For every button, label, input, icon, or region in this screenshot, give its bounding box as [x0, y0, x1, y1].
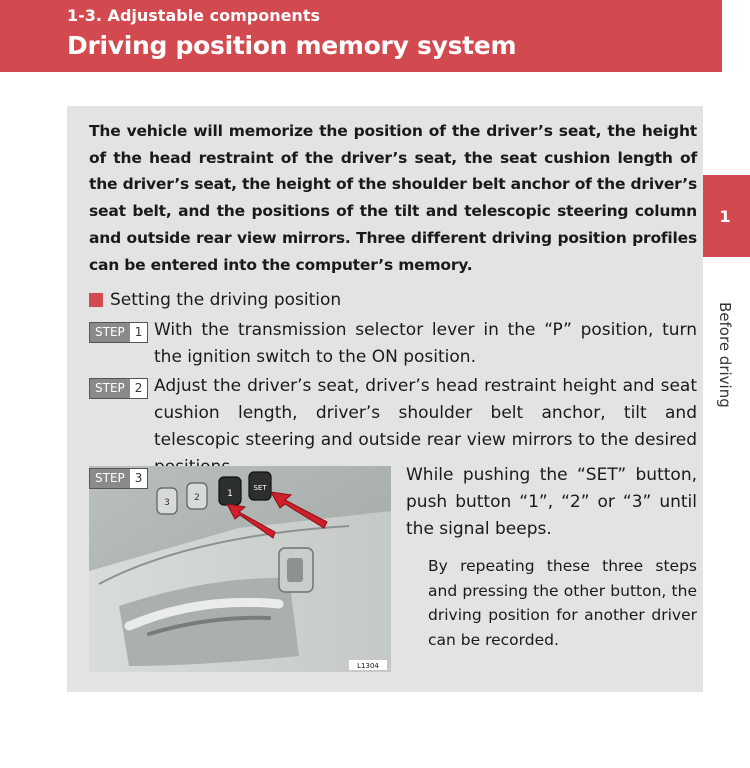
note-paragraph: By repeating these three steps and pressing the other button, the driving position for another driver can be recorded.: [428, 557, 697, 649]
page-title: Driving position memory system: [67, 31, 517, 60]
subheading: [89, 288, 341, 312]
memory-buttons-illustration: [89, 466, 391, 672]
step-2-badge: [89, 378, 148, 399]
door-panel-drawing: [89, 466, 391, 672]
step-1-badge: [89, 322, 148, 343]
chapter-tab-number: 1: [719, 206, 731, 226]
chapter-tab-label: Before driving: [716, 302, 734, 408]
figure-code: L1304: [357, 662, 379, 670]
button-label-2: 2: [194, 493, 200, 503]
step-1-badge-word: STEP: [90, 323, 130, 342]
step-3-text: While pushing the “SET” button, push button “1”, “2” or “3” until the signal beeps.: [406, 465, 697, 539]
intro-paragraph: The vehicle will memorize the position of the driver’s seat, the height of the head restraint of the driver’s seat, the seat cushion length of the driver’s seat, the height of the shoulder belt anchor of the driver’s seat belt, and the positions of the tilt and telescopic steering column and outside rear view mirrors. Three different driving position profiles can be entered into the computer’s memory.: [89, 122, 697, 274]
button-label-3: 3: [164, 498, 170, 508]
step-3-badge-number: 3: [130, 469, 148, 488]
lock-switch-inner: [287, 558, 303, 582]
button-label-1: 1: [227, 489, 233, 499]
step-3-badge-word: STEP: [90, 469, 130, 488]
section-label: 1-3. Adjustable components: [67, 6, 320, 25]
step-2-text: Adjust the driver’s seat, driver’s head restraint height and seat cushion length, driver’s shoulder belt anchor, tilt and telescopic steering and outside rear view mirrors to the desired: [154, 376, 697, 450]
button-label-set: SET: [253, 484, 267, 492]
step-1-text: With the transmission selector lever in the “P” position, turn the ignition switch to the ON position.: [154, 320, 697, 367]
step-3-badge: [89, 468, 148, 489]
chapter-header: [0, 0, 722, 72]
step-1-badge-number: 1: [130, 323, 148, 342]
step-2-badge-word: STEP: [90, 379, 130, 398]
subheading-text: Setting the driving position: [110, 290, 342, 310]
red-square-icon: [89, 293, 103, 307]
step-2-badge-number: 2: [130, 379, 148, 398]
chapter-tab[interactable]: [700, 175, 750, 257]
